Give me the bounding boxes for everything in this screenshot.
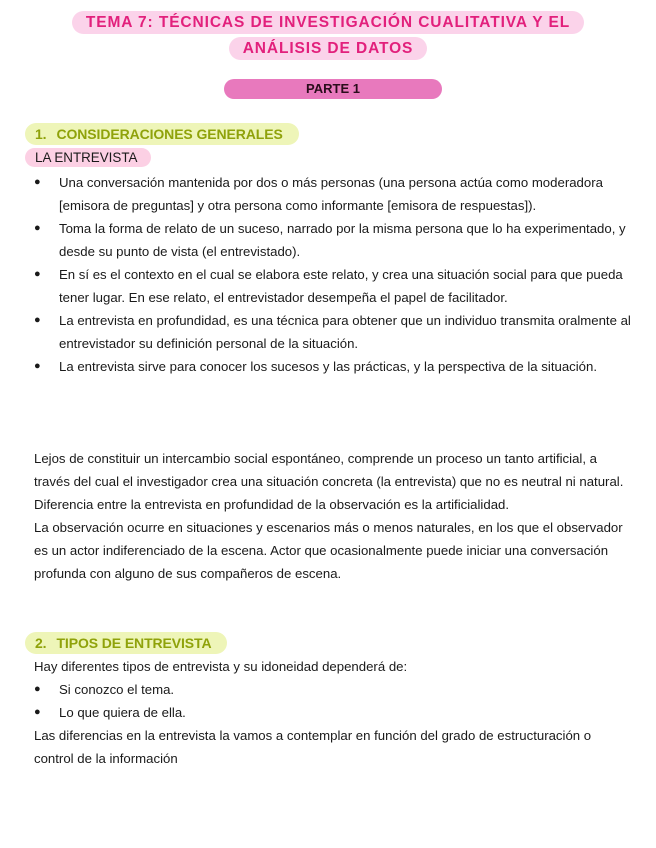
paragraph: La observación ocurre en situaciones y escenarios más o menos naturales, en los que el observador es un actor indiferenciado de la escena. Actor que ocasionalmente puede iniciar una conversación profunda con alguno de sus compañeros de escena. bbox=[34, 520, 623, 581]
bullet-dot: ● bbox=[34, 683, 41, 695]
section-2-heading bbox=[25, 632, 227, 654]
bullet-dot: ● bbox=[34, 268, 41, 280]
bullet-dot: ● bbox=[34, 222, 41, 234]
section-1-heading bbox=[25, 123, 299, 145]
paragraph: Las diferencias en la entrevista la vamos a contemplar en función del grado de estructuración o control de la información bbox=[34, 728, 592, 766]
list-item: ● Lo que quiera de ella. bbox=[34, 701, 634, 724]
subheading-entrevista: LA ENTREVISTA bbox=[25, 148, 151, 167]
section-2-number: 2. bbox=[35, 635, 47, 651]
section-1-number: 1. bbox=[35, 126, 47, 142]
list-item: ● Toma la forma de relato de un suceso, narrado por la misma persona que lo ha experimentado, y desde su punto de vista (el entrevistado). bbox=[34, 217, 634, 263]
paragraph: Diferencia entre la entrevista en profundidad de la observación es la artificialidad. bbox=[34, 497, 510, 512]
section-1-title: CONSIDERACIONES GENERALES bbox=[56, 126, 283, 142]
section-2-title: TIPOS DE ENTREVISTA bbox=[56, 635, 212, 651]
bullet-dot: ● bbox=[34, 314, 41, 326]
list-item: ● La entrevista en profundidad, es una técnica para obtener que un individuo transmita oralmente al entrevistador su definición personal de la situación. bbox=[34, 309, 634, 355]
list-item: ● Si conozco el tema. bbox=[34, 678, 634, 701]
bullet-dot: ● bbox=[34, 706, 41, 718]
bullet-dot: ● bbox=[34, 360, 41, 372]
bullet-list-2 bbox=[34, 678, 634, 724]
part-label: PARTE 1 bbox=[224, 79, 442, 99]
paragraph: Lejos de constituir un intercambio social espontáneo, comprende un proceso un tanto artificial, a través del cual el investigador crea una situación concreta (la entrevista) que no es neutral ni natural. bbox=[34, 451, 624, 489]
title-line-2: ANÁLISIS DE DATOS bbox=[229, 37, 428, 60]
bullet-dot: ● bbox=[34, 176, 41, 188]
section-2-body bbox=[34, 655, 634, 770]
bullet-list-1 bbox=[34, 171, 634, 378]
title-line-1: TEMA 7: TÉCNICAS DE INVESTIGACIÓN CUALITATIVA Y EL bbox=[72, 11, 584, 34]
section-1-bullets bbox=[34, 171, 634, 378]
paragraph: Hay diferentes tipos de entrevista y su idoneidad dependerá de: bbox=[34, 659, 408, 674]
document-title bbox=[0, 11, 656, 60]
section-1-paragraphs bbox=[34, 447, 630, 585]
list-item: ● En sí es el contexto en el cual se elabora este relato, y crea una situación social para que pueda tener lugar. En ese relato, el entrevistador desempeña el papel de facilitador. bbox=[34, 263, 634, 309]
list-item: ● Una conversación mantenida por dos o más personas (una persona actúa como moderadora [emisora de preguntas] y otra persona como informante [emisora de respuestas]). bbox=[34, 171, 634, 217]
list-item: ● La entrevista sirve para conocer los sucesos y las prácticas, y la perspectiva de la situación. bbox=[34, 355, 634, 378]
